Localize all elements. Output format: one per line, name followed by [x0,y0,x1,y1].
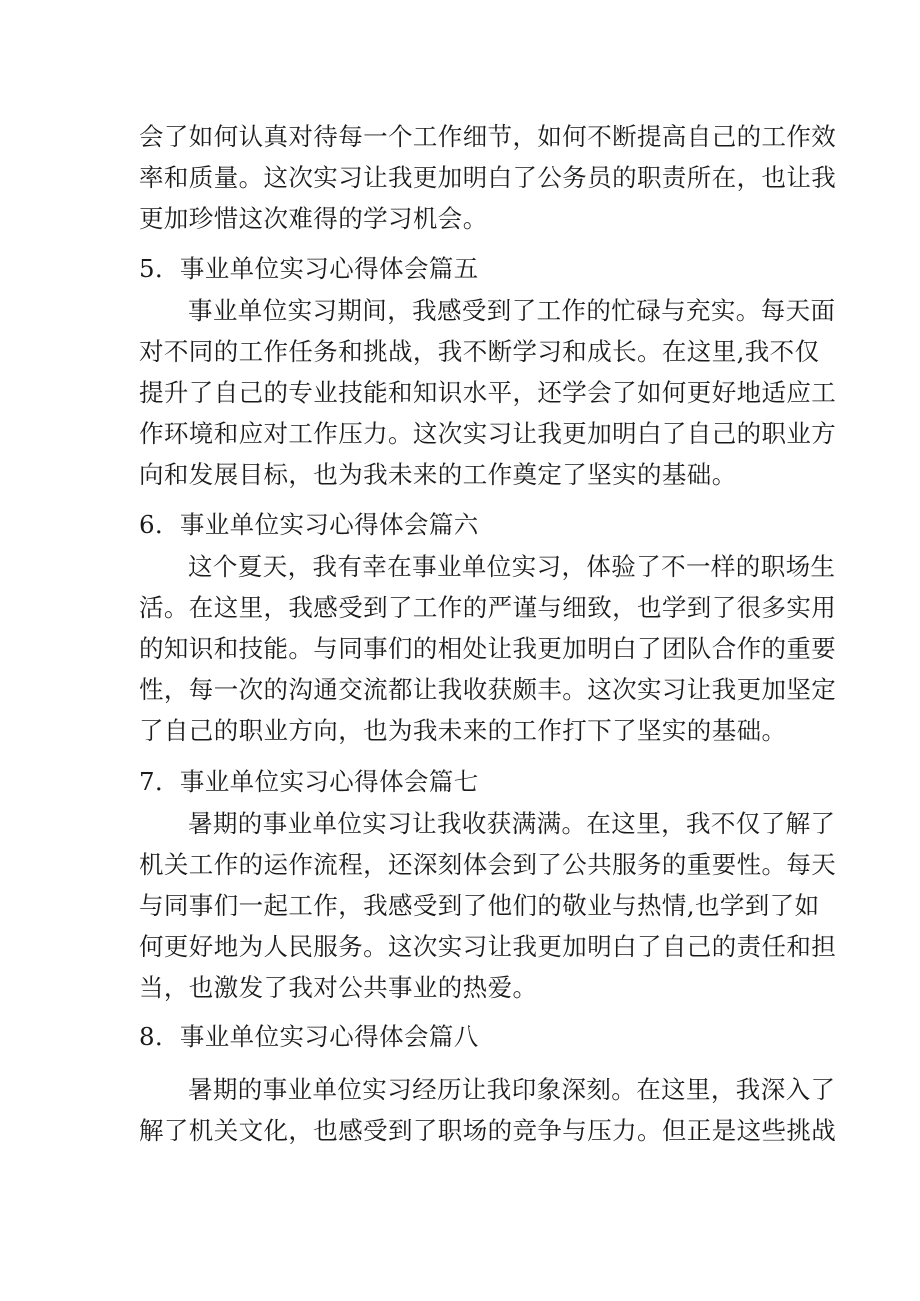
body-text-line: 更加珍惜这次难得的学习机会。 [139,204,488,233]
body-text-line: 当，也激发了我对公共事业的热爱。 [139,973,538,1002]
section-heading: 8．事业单位实习心得体会篇八 [139,1022,479,1051]
body-text-line: 与同事们一起工作，我感受到了他们的敬业与热情,也学到了如 [139,891,820,920]
body-text-line: 向和发展目标，也为我未来的工作奠定了坚实的基础。 [139,460,737,489]
body-text-line: 对不同的工作任务和挑战，我不断学习和成长。在这里,我不仅 [139,337,820,366]
body-text-line: 机关工作的运作流程，还深刻体会到了公共服务的重要性。每天 [139,850,837,879]
body-text-line: 了自己的职业方向，也为我未来的工作打下了坚实的基础。 [139,716,787,745]
body-text-line: 提升了自己的专业技能和知识水平，还学会了如何更好地适应工 [139,378,837,407]
body-text-line: 暑期的事业单位实习让我收获满满。在这里，我不仅了解了 [188,809,836,838]
body-text-line: 会了如何认真对待每一个工作细节，如何不断提高自己的工作效 [139,122,837,151]
body-text-line: 性，每一次的沟通交流都让我收获颇丰。这次实习让我更加坚定 [139,675,837,704]
body-text-line: 何更好地为人民服务。这次实习让我更加明白了自己的责任和担 [139,932,837,961]
body-text-line: 暑期的事业单位实习经历让我印象深刻。在这里，我深入了 [188,1075,836,1104]
section-heading: 6．事业单位实习心得体会篇六 [139,510,479,539]
body-text-line: 活。在这里，我感受到了工作的严谨与细致，也学到了很多实用 [139,593,837,622]
body-text-line: 率和质量。这次实习让我更加明白了公务员的职责所在，也让我 [139,163,837,192]
body-text-line: 解了机关文化，也感受到了职场的竞争与压力。但正是这些挑战 [139,1116,837,1145]
body-text-line: 的知识和技能。与同事们的相处让我更加明白了团队合作的重要 [139,634,837,663]
body-text-line: 事业单位实习期间，我感受到了工作的忙碌与充实。每天面 [188,296,836,325]
section-heading: 5．事业单位实习心得体会篇五 [139,254,479,283]
body-text-line: 这个夏天，我有幸在事业单位实习，体验了不一样的职场生 [188,552,836,581]
section-heading: 7．事业单位实习心得体会篇七 [139,767,479,796]
body-text-line: 作环境和应对工作压力。这次实习让我更加明白了自己的职业方 [139,419,837,448]
